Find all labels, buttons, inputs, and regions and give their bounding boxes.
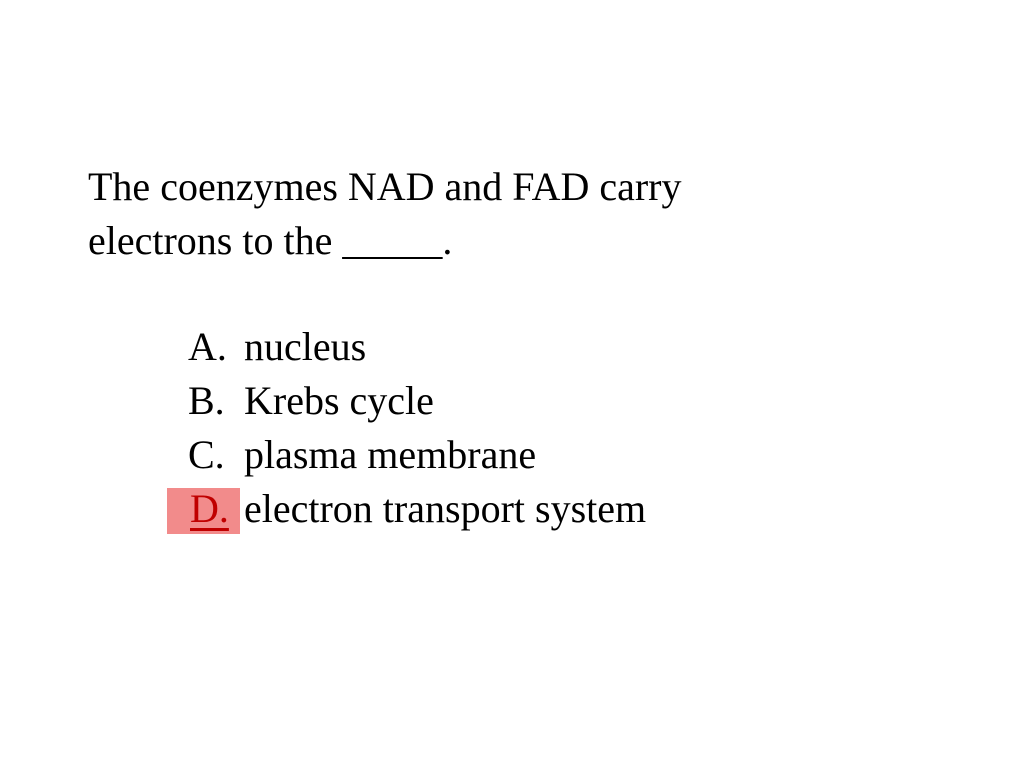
option-d-letter-text: D. xyxy=(190,486,229,531)
option-b-text: Krebs cycle xyxy=(244,378,434,423)
answer-options xyxy=(0,320,1024,536)
option-d-letter xyxy=(176,482,229,536)
question-line-2: electrons to the _____. xyxy=(88,218,453,263)
option-b-letter: B. xyxy=(188,378,225,423)
option-a-text: nucleus xyxy=(244,324,367,369)
option-c-letter: C. xyxy=(188,432,225,477)
option-d-text: electron transport system xyxy=(244,486,647,531)
question-line-1: The coenzymes NAD and FAD carry xyxy=(88,164,682,209)
option-c xyxy=(0,428,1024,482)
option-a xyxy=(0,320,1024,374)
option-a-letter: A. xyxy=(188,324,227,369)
question-text xyxy=(88,160,848,268)
option-b xyxy=(0,374,1024,428)
option-c-text: plasma membrane xyxy=(244,432,537,477)
option-d-correct-answer xyxy=(0,482,1024,536)
